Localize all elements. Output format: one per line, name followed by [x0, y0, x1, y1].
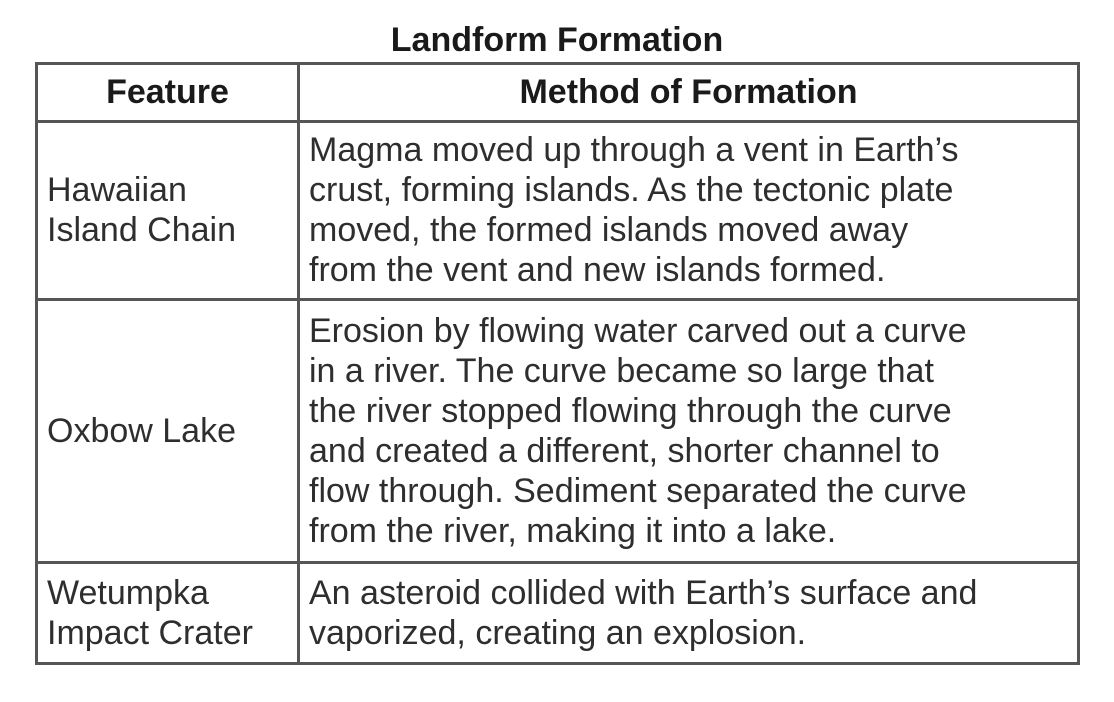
table-title: Landform Formation: [390, 21, 724, 59]
table-row: [37, 122, 1079, 300]
feature-cell: Wetumpka Impact Crater: [37, 563, 299, 664]
table-header: [37, 64, 1079, 122]
header-method-of-formation: Method of Formation: [299, 64, 1079, 122]
feature-cell: Oxbow Lake: [37, 300, 299, 563]
landform-table: [35, 62, 1080, 665]
feature-cell: Hawaiian Island Chain: [37, 122, 299, 300]
header-row: [37, 64, 1079, 122]
table-row: [37, 563, 1079, 664]
header-feature: Feature: [37, 64, 299, 122]
table-body: [37, 122, 1079, 664]
table-row: [37, 300, 1079, 563]
method-cell: Erosion by flowing water carved out a curve in a river. The curve became so large that the river stopped flowing through the curve and created a different, shorter channel to flow through. Sediment separated the curve from the river, making it into a lake.: [299, 300, 1079, 563]
method-cell: Magma moved up through a vent in Earth’s crust, forming islands. As the tectonic plate moved, the formed islands moved away from the vent and new islands formed.: [299, 122, 1079, 300]
method-cell: An asteroid collided with Earth’s surface and vaporized, creating an explosion.: [299, 563, 1079, 664]
